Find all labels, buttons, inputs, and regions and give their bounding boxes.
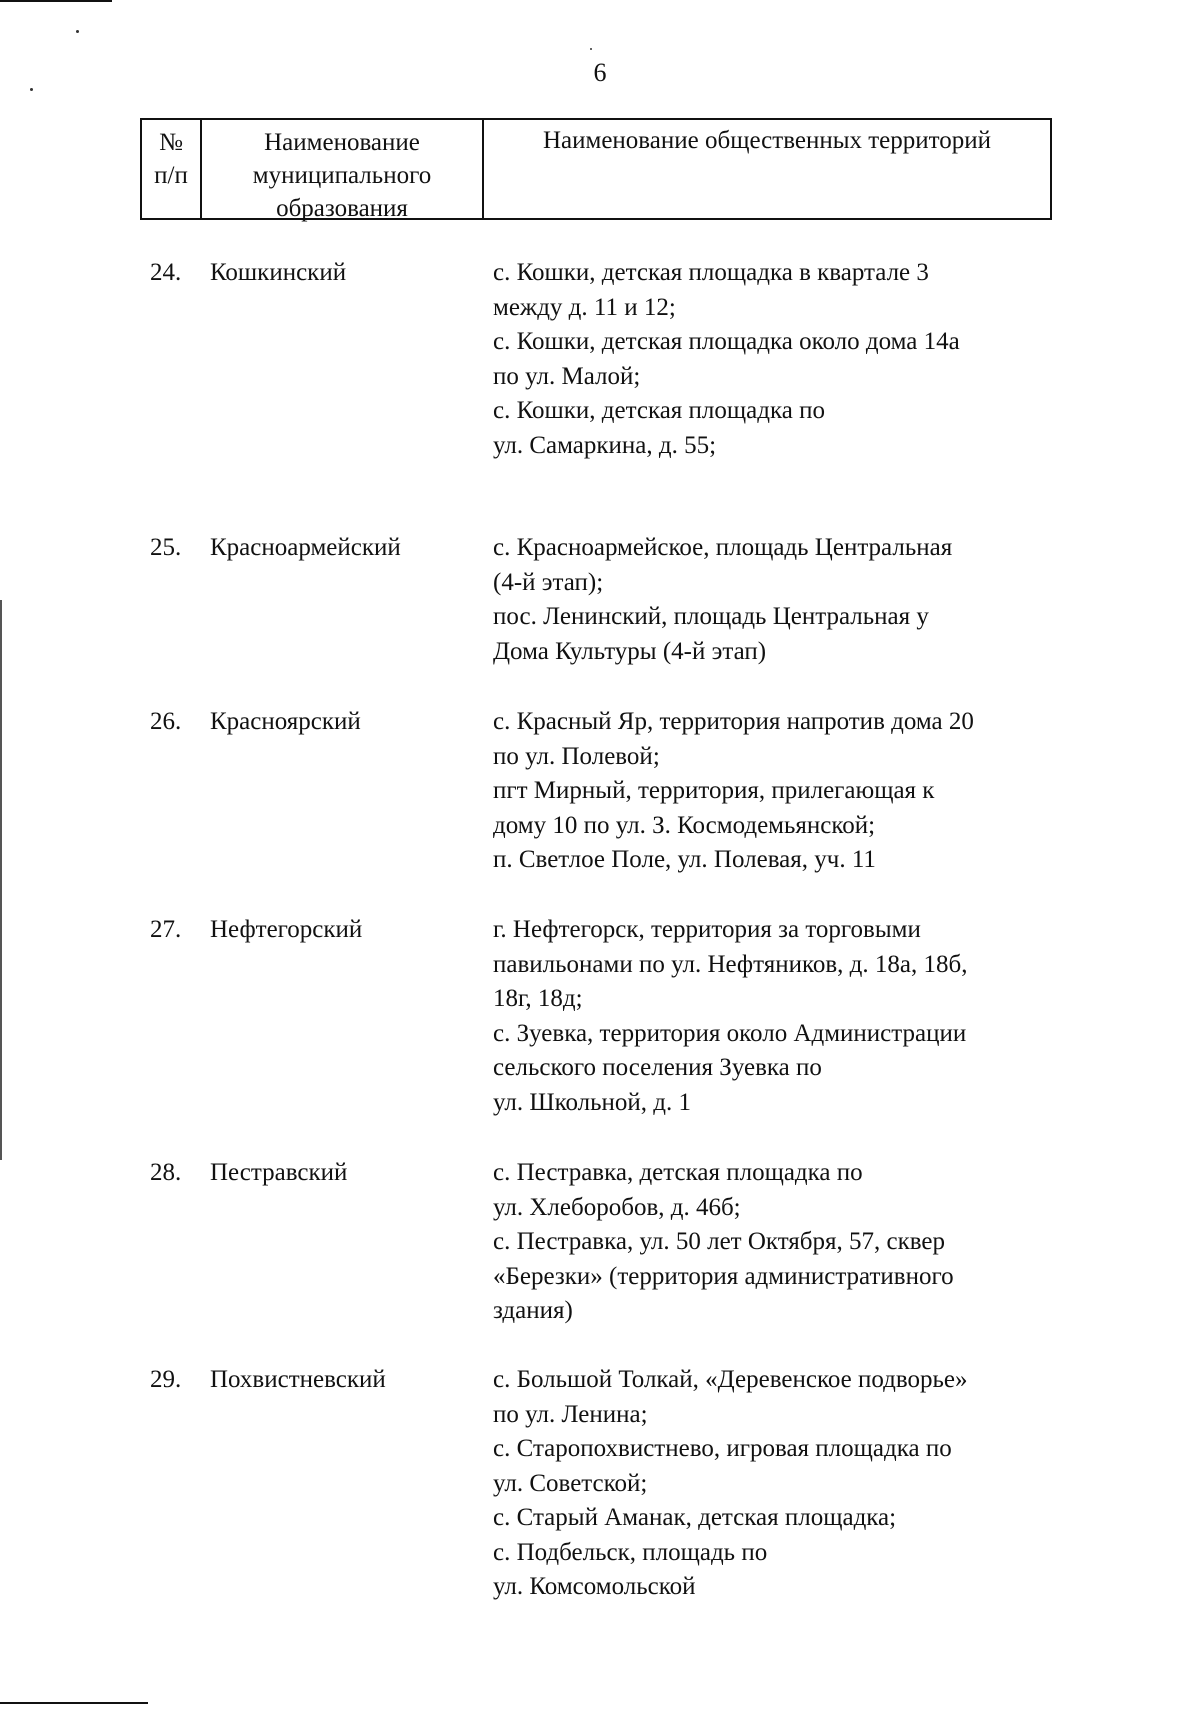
territories-list — [493, 531, 1053, 669]
territory-line: с. Кошки, детская площадка в квартале 3 — [493, 259, 929, 286]
territory-line: Дома Культуры (4-й этап) — [493, 637, 767, 665]
table-header — [140, 118, 1052, 220]
territory-line: ул. Самаркина, д. 55; — [493, 431, 717, 459]
territory-line: (4-й этап); — [493, 568, 604, 596]
territory-line: с. Старопохвистнево, игровая площадка по — [493, 1435, 952, 1462]
territory-line: п. Светлое Поле, ул. Полевая, уч. 11 — [493, 846, 876, 873]
territory-line: с. Красный Яр, территория напротив дома 20 — [493, 708, 974, 735]
scan-edge-top — [0, 0, 112, 2]
scan-speck — [590, 48, 592, 50]
header-text: образования — [276, 195, 408, 222]
header-text: муниципального — [252, 162, 432, 189]
territory-line: по ул. Полевой; — [493, 742, 660, 770]
header-text: Наименование общественных территорий — [542, 127, 992, 154]
territories-list — [493, 256, 1053, 463]
territory-line: по ул. Ленина; — [493, 1400, 648, 1428]
header-text: п/п — [154, 162, 188, 189]
municipality-name: Пестравский — [210, 1159, 348, 1186]
territory-line: с. Подбельск, площадь по — [493, 1538, 768, 1566]
row-number: 25. — [150, 534, 182, 561]
territory-line: с. Зуевка, территория около Администрации — [493, 1019, 967, 1047]
header-text: Наименование — [264, 129, 420, 156]
territory-line: ул. Советской; — [493, 1469, 648, 1497]
territory-line: пос. Ленинский, площадь Центральная у — [493, 603, 929, 630]
territories-list — [493, 1156, 1053, 1329]
territory-line: 18г, 18д; — [493, 985, 583, 1012]
municipality-name: Кошкинский — [210, 259, 347, 286]
territories-list — [493, 1363, 1053, 1605]
scan-edge-bottom — [0, 1702, 148, 1704]
territory-line: «Березки» (территория административного — [493, 1262, 954, 1290]
territories-list — [493, 913, 1053, 1120]
scan-edge-left — [0, 600, 2, 1160]
row-number: 26. — [150, 708, 182, 735]
territory-line: пгт Мирный, территория, прилегающая к — [493, 777, 935, 804]
scan-speck — [76, 30, 79, 33]
territory-line: здания) — [493, 1297, 573, 1324]
territory-line: с. Красноармейское, площадь Центральная — [493, 534, 953, 561]
territory-line: ул. Хлеборобов, д. 46б; — [493, 1193, 741, 1221]
territory-line: ул. Школьной, д. 1 — [493, 1088, 691, 1116]
header-territories-column — [484, 120, 1050, 218]
page-number: 6 — [593, 58, 607, 87]
header-number-column — [142, 120, 202, 218]
municipality-name: Красноярский — [210, 708, 361, 735]
territory-line: г. Нефтегорск, территория за торговыми — [493, 916, 921, 943]
row-number: 24. — [150, 259, 182, 286]
territory-line: дому 10 по ул. З. Космодемьянской; — [493, 811, 876, 839]
territory-line: сельского поселения Зуевка по — [493, 1054, 822, 1081]
row-number: 27. — [150, 916, 182, 943]
territory-line: с. Кошки, детская площадка около дома 14а — [493, 328, 960, 355]
row-number: 29. — [150, 1366, 182, 1393]
territory-line: между д. 11 и 12; — [493, 293, 676, 321]
scan-speck — [30, 88, 33, 91]
territory-line: по ул. Малой; — [493, 362, 641, 390]
territory-line: ул. Комсомольской — [493, 1573, 696, 1600]
municipality-name: Похвистневский — [210, 1366, 386, 1393]
territory-line: с. Пестравка, детская площадка по — [493, 1159, 863, 1186]
territory-line: с. Пестравка, ул. 50 лет Октября, 57, сквер — [493, 1228, 946, 1255]
territory-line: павильонами по ул. Нефтяников, д. 18а, 18б, — [493, 950, 968, 978]
municipality-name: Нефтегорский — [210, 916, 363, 943]
territory-line: с. Большой Толкай, «Деревенское подворье» — [493, 1366, 968, 1393]
header-municipality-column — [202, 120, 484, 222]
header-text: № — [159, 129, 183, 156]
territory-line: с. Старый Аманак, детская площадка; — [493, 1504, 897, 1531]
territory-line: с. Кошки, детская площадка по — [493, 397, 825, 424]
municipality-name: Красноармейский — [210, 534, 401, 561]
territories-list — [493, 705, 1053, 878]
row-number: 28. — [150, 1159, 182, 1186]
